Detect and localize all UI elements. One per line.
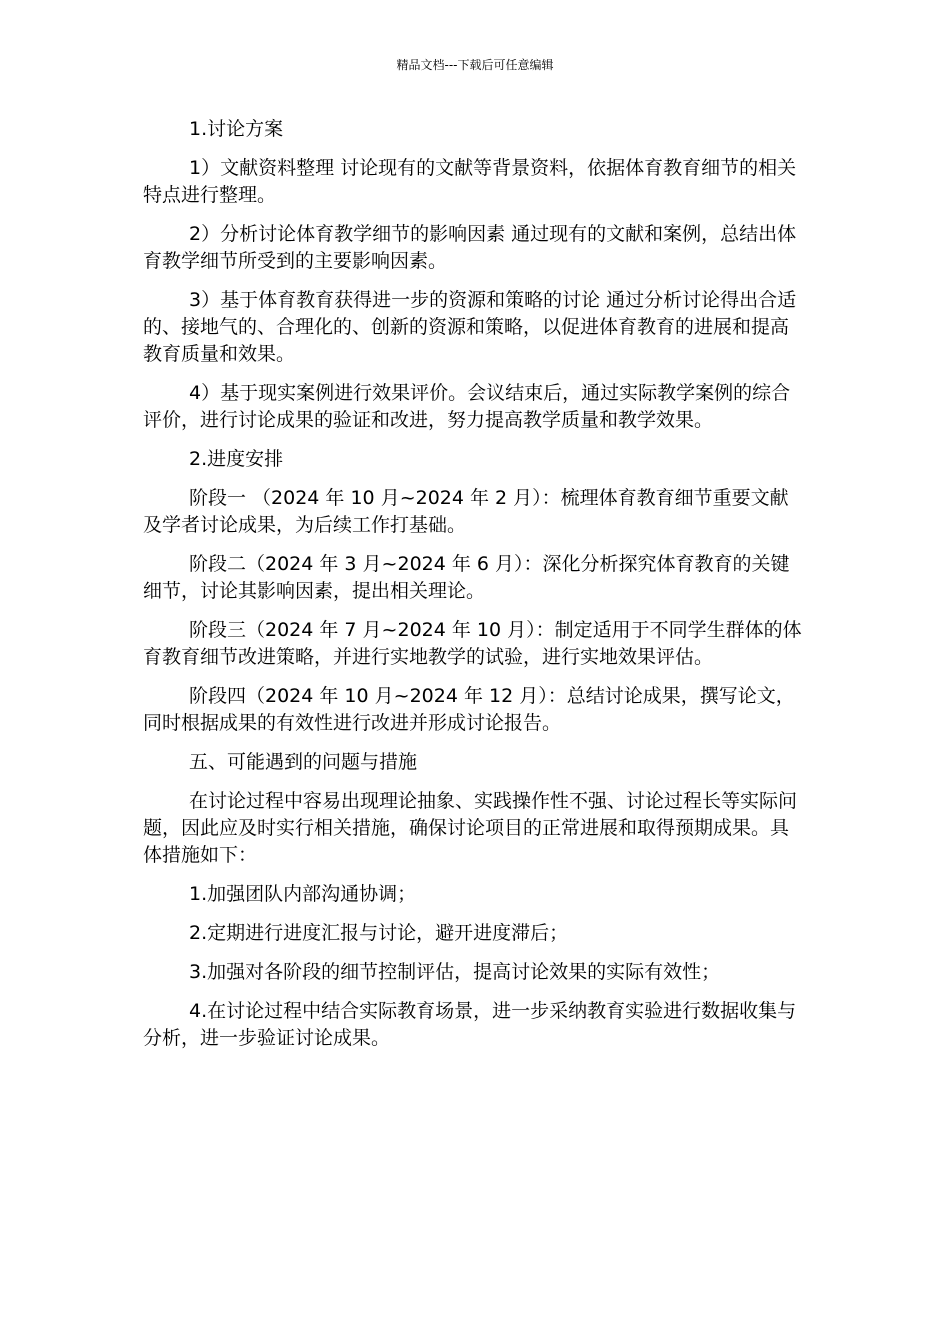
measure-item-1: 1.加强团队内部沟通协调； — [189, 883, 417, 905]
section-heading-research-plan: 1.讨论方案 — [189, 118, 284, 140]
plan-item-2: 2）分析讨论体育教学细节的影响因素 通过现有的文献和案例，总结出体育教学细节所受到的主要影响因素。 — [143, 223, 797, 272]
plan-item-3: 3）基于体育教育获得进一步的资源和策略的讨论 通过分析讨论得出合适的、接地气的、合理化的、创新的资源和策略，以促进体育教育的进展和提高教育质量和效果。 — [143, 289, 797, 365]
schedule-stage-3: 阶段三（2024 年 7 月~2024 年 10 月）：制定适用于不同学生群体的体育教育细节改进策略，并进行实地教学的试验，进行实地效果评估。 — [143, 619, 802, 668]
page-header: 精品文档---下载后可任意编辑 — [396, 58, 554, 72]
document-body — [143, 116, 807, 1064]
schedule-stage-2: 阶段二（2024 年 3 月~2024 年 6 月）：深化分析探究体育教育的关键细节，讨论其影响因素，提出相关理论。 — [143, 553, 790, 602]
schedule-stage-4: 阶段四（2024 年 10 月~2024 年 12 月）：总结讨论成果，撰写论文，同时根据成果的有效性进行改进并形成讨论报告。 — [143, 685, 795, 734]
measure-item-3: 3.加强对各阶段的细节控制评估，提高讨论效果的实际有效性； — [189, 961, 721, 983]
plan-item-1: 1）文献资料整理 讨论现有的文献等背景资料，依据体育教育细节的相关特点进行整理。 — [143, 157, 797, 206]
section-heading-problems: 五、可能遇到的问题与措施 — [189, 751, 418, 773]
schedule-stage-1: 阶段一 （2024 年 10 月~2024 年 2 月）：梳理体育教育细节重要文献及学者讨论成果，为后续工作打基础。 — [143, 487, 789, 536]
section-heading-schedule: 2.进度安排 — [189, 448, 284, 470]
plan-item-4: 4）基于现实案例进行效果评价。会议结束后，通过实际教学案例的综合评价，进行讨论成果的验证和改进，努力提高教学质量和教学效果。 — [143, 382, 791, 431]
measure-item-2: 2.定期进行进度汇报与讨论，避开进度滞后； — [189, 922, 569, 944]
measure-item-4: 4.在讨论过程中结合实际教育场景，进一步采纳教育实验进行数据收集与分析，进一步验证讨论成果。 — [143, 1000, 797, 1049]
problems-intro: 在讨论过程中容易出现理论抽象、实践操作性不强、讨论过程长等实际问题，因此应及时实行相关措施，确保讨论项目的正常进展和取得预期成果。具体措施如下： — [143, 790, 798, 866]
